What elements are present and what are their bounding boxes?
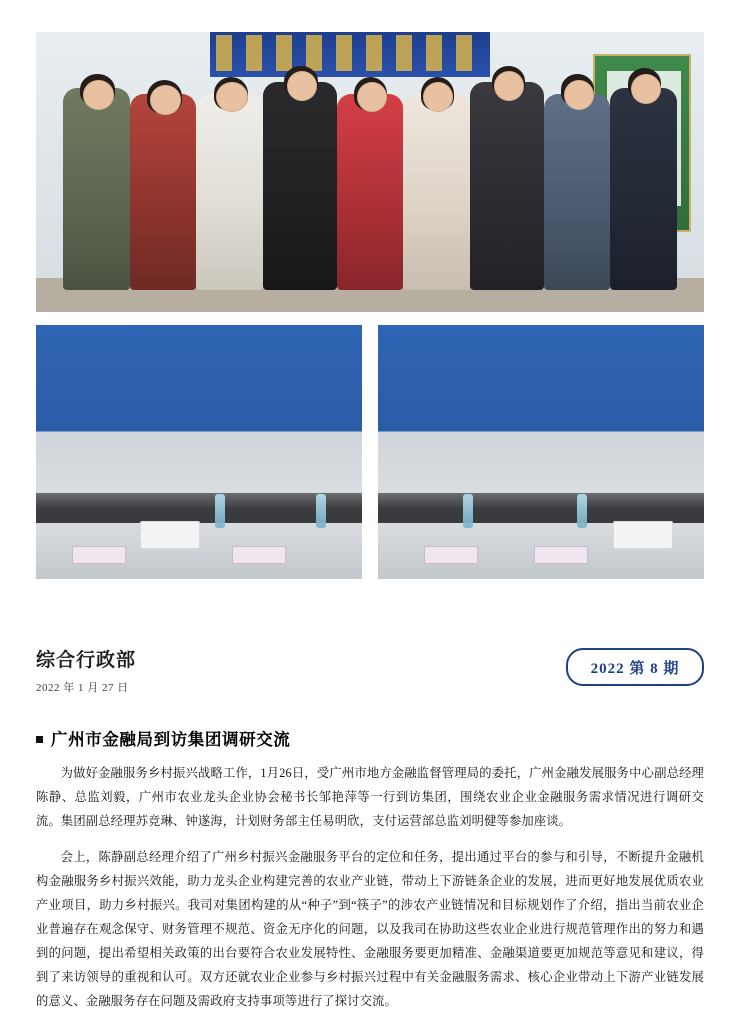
name-plate xyxy=(534,546,588,564)
photo-person xyxy=(403,94,470,290)
water-bottle xyxy=(463,494,473,528)
photo-person-head xyxy=(564,80,594,110)
water-bottle xyxy=(577,494,587,528)
article-paragraph: 会上，陈静副总经理介绍了广州乡村振兴金融服务平台的定位和任务，提出通过平台的参与和引导，不断提升金融机构金融服务乡村振兴效能，助力龙头企业构建完善的农业产业链，带动上下游链条企业的发展，进而更好地发展优质农业产业项目，助力乡村振兴。我司对集团构建的从“种子”到“筷子”的涉农产业链情况和目标规划作了介绍，指出当前农业企业普遍存在观念保守、财务管理不规范、资金无序化的问题，以及我司在协助这些农业企业进行规范管理作出的努力和遇到的问题，提出希望相关政策的出台要符合农业发展特性、金融服务要更加精准、金融渠道要更加规范等意见和建议，得到了来访领导的重视和认可。双方还就农业企业参与乡村振兴过程中有关金融服务需求、核心企业带动上下游产业链发展的意义、金融服务存在问题及需政府支持事项等进行了探讨交流。 xyxy=(36,850,704,1009)
photo-person xyxy=(544,94,611,290)
photo-person xyxy=(610,88,677,290)
photo-person-head xyxy=(631,74,661,104)
name-plate xyxy=(72,546,126,564)
name-plate xyxy=(424,546,478,564)
photo-person-head xyxy=(357,82,387,112)
department-block xyxy=(36,645,136,695)
photo-person xyxy=(63,88,130,290)
water-bottle xyxy=(215,494,225,528)
issue-badge: 2022 第 8 期 xyxy=(566,648,704,686)
photo-person xyxy=(470,82,543,289)
meeting-photo-left xyxy=(36,325,362,579)
meeting-photo-right xyxy=(378,325,704,579)
article xyxy=(36,726,704,1026)
tissue-box xyxy=(140,521,200,549)
tissue-box xyxy=(613,521,673,549)
meeting-photo-row xyxy=(36,325,704,579)
photo-person-head xyxy=(216,82,247,112)
group-photo-delegation xyxy=(36,32,704,312)
water-bottle xyxy=(316,494,326,528)
photo-person xyxy=(130,94,197,290)
article-paragraph: 为做好金融服务乡村振兴战略工作，1月26日，受广州市地方金融监督管理局的委托，广州金融发展服务中心副总经理陈静、总监刘毅，广州市农业龙头企业协会秘书长邹艳萍等一行到访集团，围绕农业企业金融服务需求情况进行调研交流。集团副总经理苏竞琳、钟遂海，计划财务部主任易明欣，支付运营部总监刘明健等参加座谈。 xyxy=(36,766,704,828)
group-photo-scene xyxy=(36,32,704,312)
photo-person-head xyxy=(83,80,114,110)
article-headline: 广州市金融局到访集团调研交流 xyxy=(51,730,291,749)
photo-person-head xyxy=(150,85,181,115)
name-plate xyxy=(232,546,286,564)
square-bullet-icon xyxy=(36,736,43,743)
photo-person xyxy=(337,94,404,290)
photo-person xyxy=(263,82,336,289)
photo-person xyxy=(196,94,263,290)
photo-banner-text xyxy=(216,35,483,71)
headline-row xyxy=(36,726,704,750)
department-name: 综合行政部 xyxy=(36,650,137,671)
publish-date: 2022 年 1 月 27 日 xyxy=(36,682,129,694)
